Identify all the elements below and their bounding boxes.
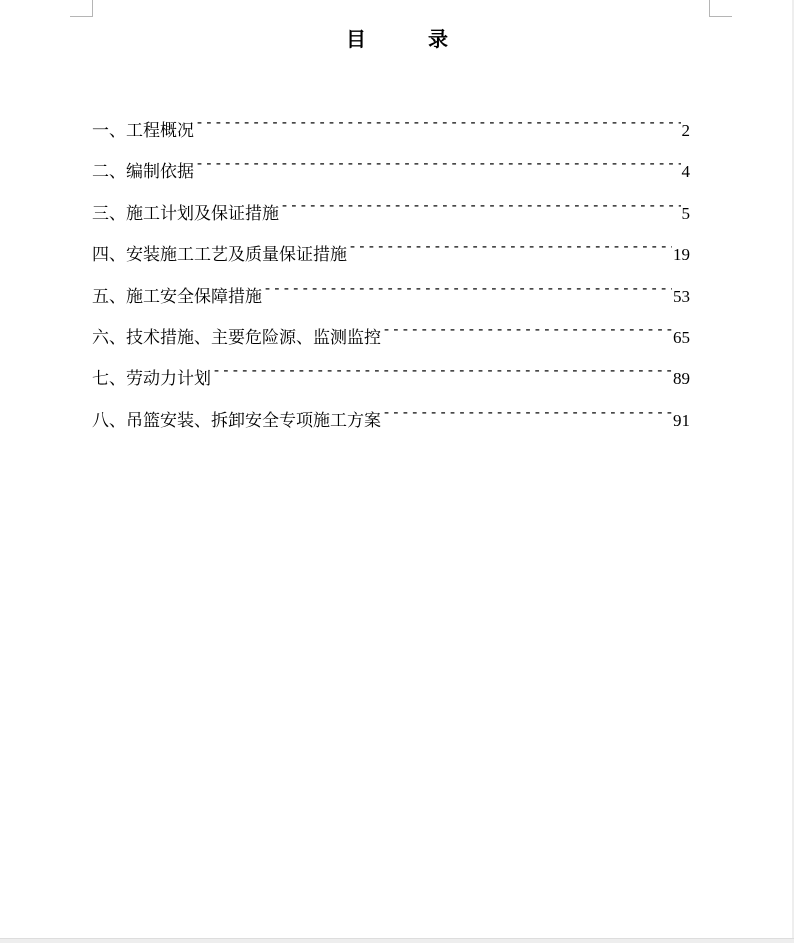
toc-leader-dashes: [195, 149, 681, 177]
toc-entry[interactable]: [92, 191, 690, 232]
toc-entry[interactable]: [92, 232, 690, 273]
toc-leader-dashes: [382, 315, 672, 343]
toc-entry-label: 六、技术措施、主要危险源、监测监控: [92, 327, 381, 348]
toc-entry-label: 二、编制依据: [92, 162, 194, 183]
toc-entry[interactable]: [92, 149, 690, 190]
toc-list: [92, 108, 690, 439]
toc-entry-label: 五、施工安全保障措施: [92, 286, 262, 307]
toc-leader-dashes: [195, 108, 681, 136]
toc-entry[interactable]: [92, 108, 690, 149]
toc-entry-label: 四、安装施工工艺及质量保证措施: [92, 245, 347, 266]
crop-mark-top-left: [92, 0, 93, 17]
toc-entry[interactable]: [92, 315, 690, 356]
toc-entry-page: 53: [673, 286, 690, 306]
toc-entry[interactable]: [92, 356, 690, 397]
toc-leader-dashes: [212, 356, 672, 384]
toc-entry-page: 65: [673, 327, 690, 347]
toc-entry[interactable]: [92, 274, 690, 315]
toc-entry-page: 19: [673, 245, 690, 265]
toc-entry[interactable]: [92, 398, 690, 439]
toc-entry-page: 89: [673, 369, 690, 389]
toc-entry-label: 三、施工计划及保证措施: [92, 203, 279, 224]
toc-entry-page: 4: [681, 162, 690, 182]
toc-entry-label: 八、吊篮安装、拆卸安全专项施工方案: [92, 410, 381, 431]
toc-entry-page: 91: [673, 410, 690, 430]
toc-entry-page: 2: [681, 121, 690, 140]
page-edge-bottom: [0, 938, 794, 943]
toc-heading-part: 录: [428, 27, 448, 51]
toc-leader-dashes: [348, 232, 672, 260]
toc-entry-label: 七、劳动力计划: [92, 369, 211, 390]
toc-entry-label: 一、工程概况: [92, 121, 194, 141]
crop-mark-top-right: [710, 16, 732, 17]
toc-leader-dashes: [280, 191, 681, 219]
toc-leader-dashes: [382, 398, 672, 426]
toc-heading-part: 目: [346, 27, 366, 51]
toc-entry-page: 5: [681, 203, 690, 223]
crop-mark-top-left: [70, 16, 92, 17]
crop-mark-top-right: [709, 0, 710, 17]
toc-leader-dashes: [263, 274, 672, 302]
toc-heading: [0, 24, 794, 54]
